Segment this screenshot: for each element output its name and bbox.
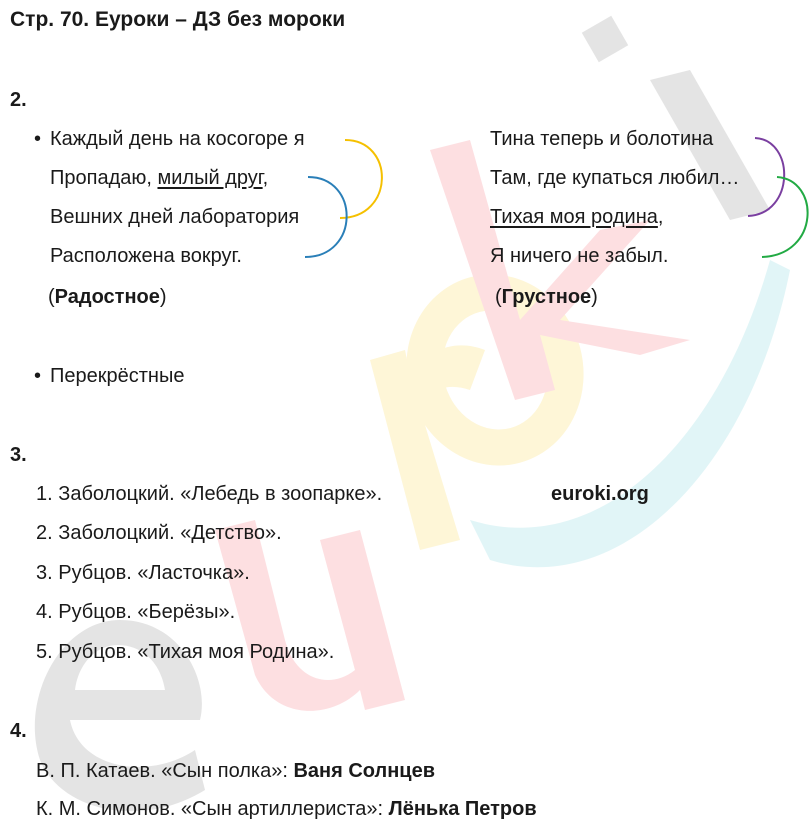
task-4-item-2 [36, 797, 537, 821]
left-mood-close: ) [159, 286, 167, 308]
page-title: Стр. 70. Еуроки – ДЗ без мороки [10, 8, 346, 31]
right-poem-line-1: Тина теперь и болотина [490, 128, 714, 150]
right-mood-open: ( [495, 286, 502, 308]
watermark-letter-u [215, 520, 405, 711]
left-poem-line-4: Расположена вокруг. [50, 245, 242, 267]
rhyme-arc-green [762, 177, 808, 257]
right-poem-line-4: Я ничего не забыл. [490, 245, 669, 267]
task-4-item-1 [36, 759, 435, 783]
task-4-item-2-answer: Лёнька Петров [388, 798, 537, 820]
task-3-item-1: 1. Заболоцкий. «Лебедь в зоопарке». [36, 483, 383, 505]
right-poem-mood [495, 285, 598, 309]
right-mood-close: ) [591, 286, 598, 308]
task-4-item-1-answer: Ваня Солнцев [293, 760, 436, 782]
left-poem-line-2-end: , [262, 167, 269, 189]
left-poem-line-1: Каждый день на косогоре я [50, 128, 305, 150]
left-mood-word: Радостное [54, 286, 160, 308]
right-poem-line-2: Там, где купаться любил… [490, 167, 740, 189]
site-label: euroki.org [551, 483, 649, 505]
task-4-item-1-prefix: В. П. Катаев. «Сын полка»: [36, 760, 294, 782]
rhyme-arc-yellow [340, 140, 382, 218]
watermark-letter-i-dot [582, 16, 628, 62]
rhyme-arc-blue [305, 177, 347, 257]
left-mood-open: ( [48, 286, 55, 308]
task-3-item-2: 2. Заболоцкий. «Детство». [36, 522, 282, 544]
task-3-item-3: 3. Рубцов. «Ласточка». [36, 562, 250, 584]
right-mood-word: Грустное [501, 286, 592, 308]
right-poem-line-3-underlined: Тихая моя родина [490, 206, 658, 228]
rhyme-type: Перекрёстные [50, 365, 185, 387]
task-3-number: 3. [10, 444, 27, 466]
left-poem-bullet: • [34, 128, 42, 150]
task-4-number: 4. [10, 720, 27, 742]
watermark-letter-r [370, 345, 485, 550]
left-poem-mood [48, 285, 167, 309]
left-poem-line-3: Вешних дней лаборатория [50, 206, 300, 228]
task-4-item-2-prefix: К. М. Симонов. «Сын артиллериста»: [36, 798, 389, 820]
left-poem-line-2-underlined: милый друг [157, 167, 263, 189]
right-poem-line-3-end: , [657, 206, 664, 228]
left-poem-line-2 [50, 166, 268, 190]
task-3-item-4: 4. Рубцов. «Берёзы». [36, 601, 236, 623]
rhyme-arc-purple [748, 138, 784, 216]
rhyme-bullet: • [34, 365, 42, 387]
task-3-item-5: 5. Рубцов. «Тихая моя Родина». [36, 641, 335, 663]
task-2-number: 2. [10, 89, 27, 111]
left-poem-line-2-start: Пропадаю, [50, 167, 158, 189]
right-poem-line-3 [490, 205, 663, 229]
